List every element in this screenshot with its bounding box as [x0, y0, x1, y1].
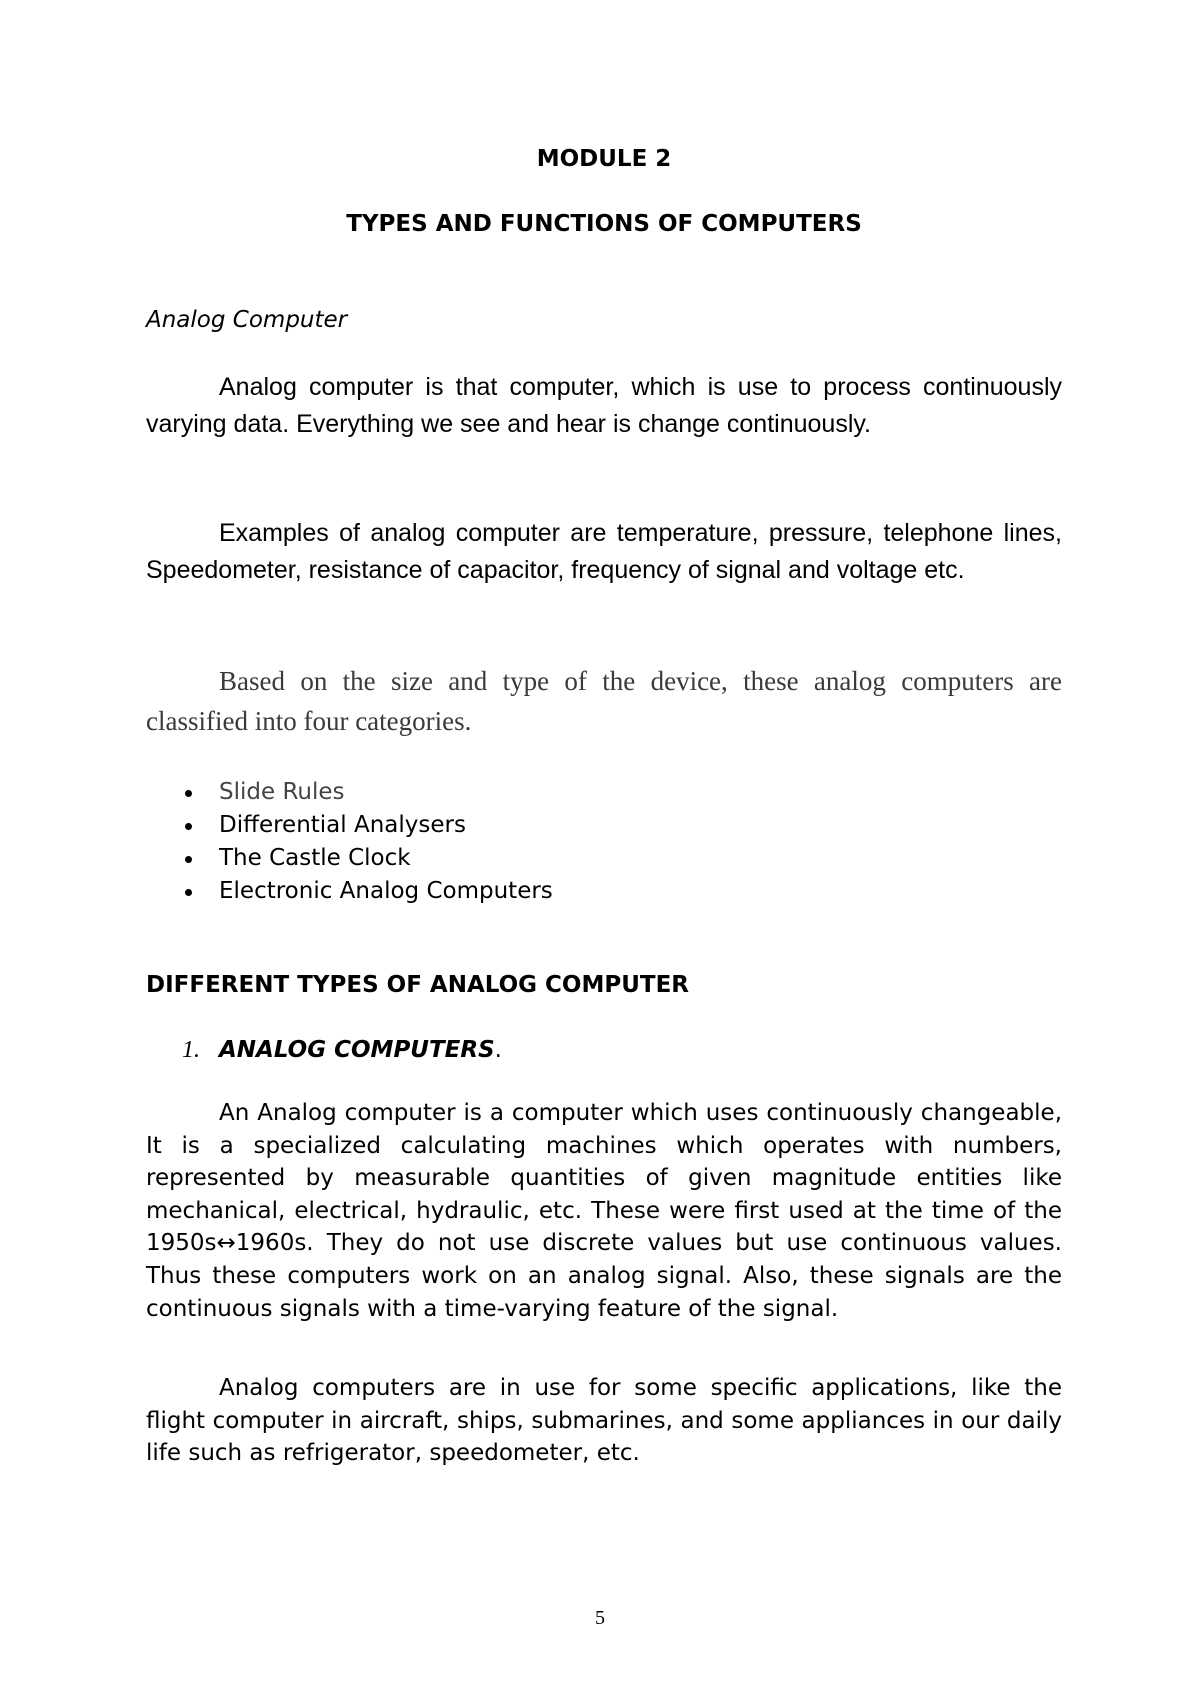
- bullet-icon: [185, 790, 192, 797]
- subheading-analog-computer: Analog Computer: [146, 307, 348, 333]
- category-list: [146, 776, 553, 908]
- list-item: [146, 809, 553, 842]
- paragraph-definition: Analog computer is that computer, which is use to process continuously varying data. Everything we see and hear is change continuously.: [146, 373, 1062, 438]
- page-title: TYPES AND FUNCTIONS OF COMPUTERS: [346, 211, 862, 237]
- list-item-label: Electronic Analog Computers: [219, 878, 553, 904]
- list-item: [146, 842, 553, 875]
- bullet-icon: [185, 823, 192, 830]
- bullet-icon: [185, 856, 192, 863]
- paragraph-classification: Based on the size and type of the device, these analog computers are classified into four categories.: [146, 666, 1062, 736]
- paragraph-examples: Examples of analog computer are temperature, pressure, telephone lines, Speedometer, resistance of capacitor, frequency of signal and voltage etc.: [146, 519, 1062, 584]
- numbered-heading-number: 1.: [182, 1037, 200, 1063]
- paragraph-description: An Analog computer is a computer which uses continuously changeable, It is a specialized calculating machines which operates with numbers, represented by measurable quantities of given magnitude entities like mechanical, electrical, hydraulic, etc. These were first used at the time of the 1950s↔1960s. They do not use discrete values but use continuous values. Thus these computers work on an analog signal. Also, these signals are the continuous signals with a time-varying feature of the signal.: [146, 1100, 1062, 1322]
- section-heading: DIFFERENT TYPES OF ANALOG COMPUTER: [146, 972, 689, 998]
- list-item-label: Slide Rules: [219, 779, 345, 805]
- list-item: [146, 875, 553, 908]
- numbered-heading-label-wrap: [219, 1035, 502, 1065]
- numbered-heading-label: ANALOG COMPUTERS: [219, 1037, 495, 1063]
- numbered-heading-suffix: .: [494, 1037, 502, 1063]
- page-number: 5: [595, 1607, 605, 1629]
- bullet-icon: [185, 889, 192, 896]
- list-item-label: Differential Analysers: [219, 812, 466, 838]
- paragraph-applications: Analog computers are in use for some specific applications, like the flight computer in aircraft, ships, submarines, and some appliances in our daily life such as refrigerator, speedometer, etc.: [146, 1375, 1062, 1467]
- list-item: [146, 776, 553, 809]
- list-item-label: The Castle Clock: [219, 845, 411, 871]
- module-label: MODULE 2: [536, 146, 672, 172]
